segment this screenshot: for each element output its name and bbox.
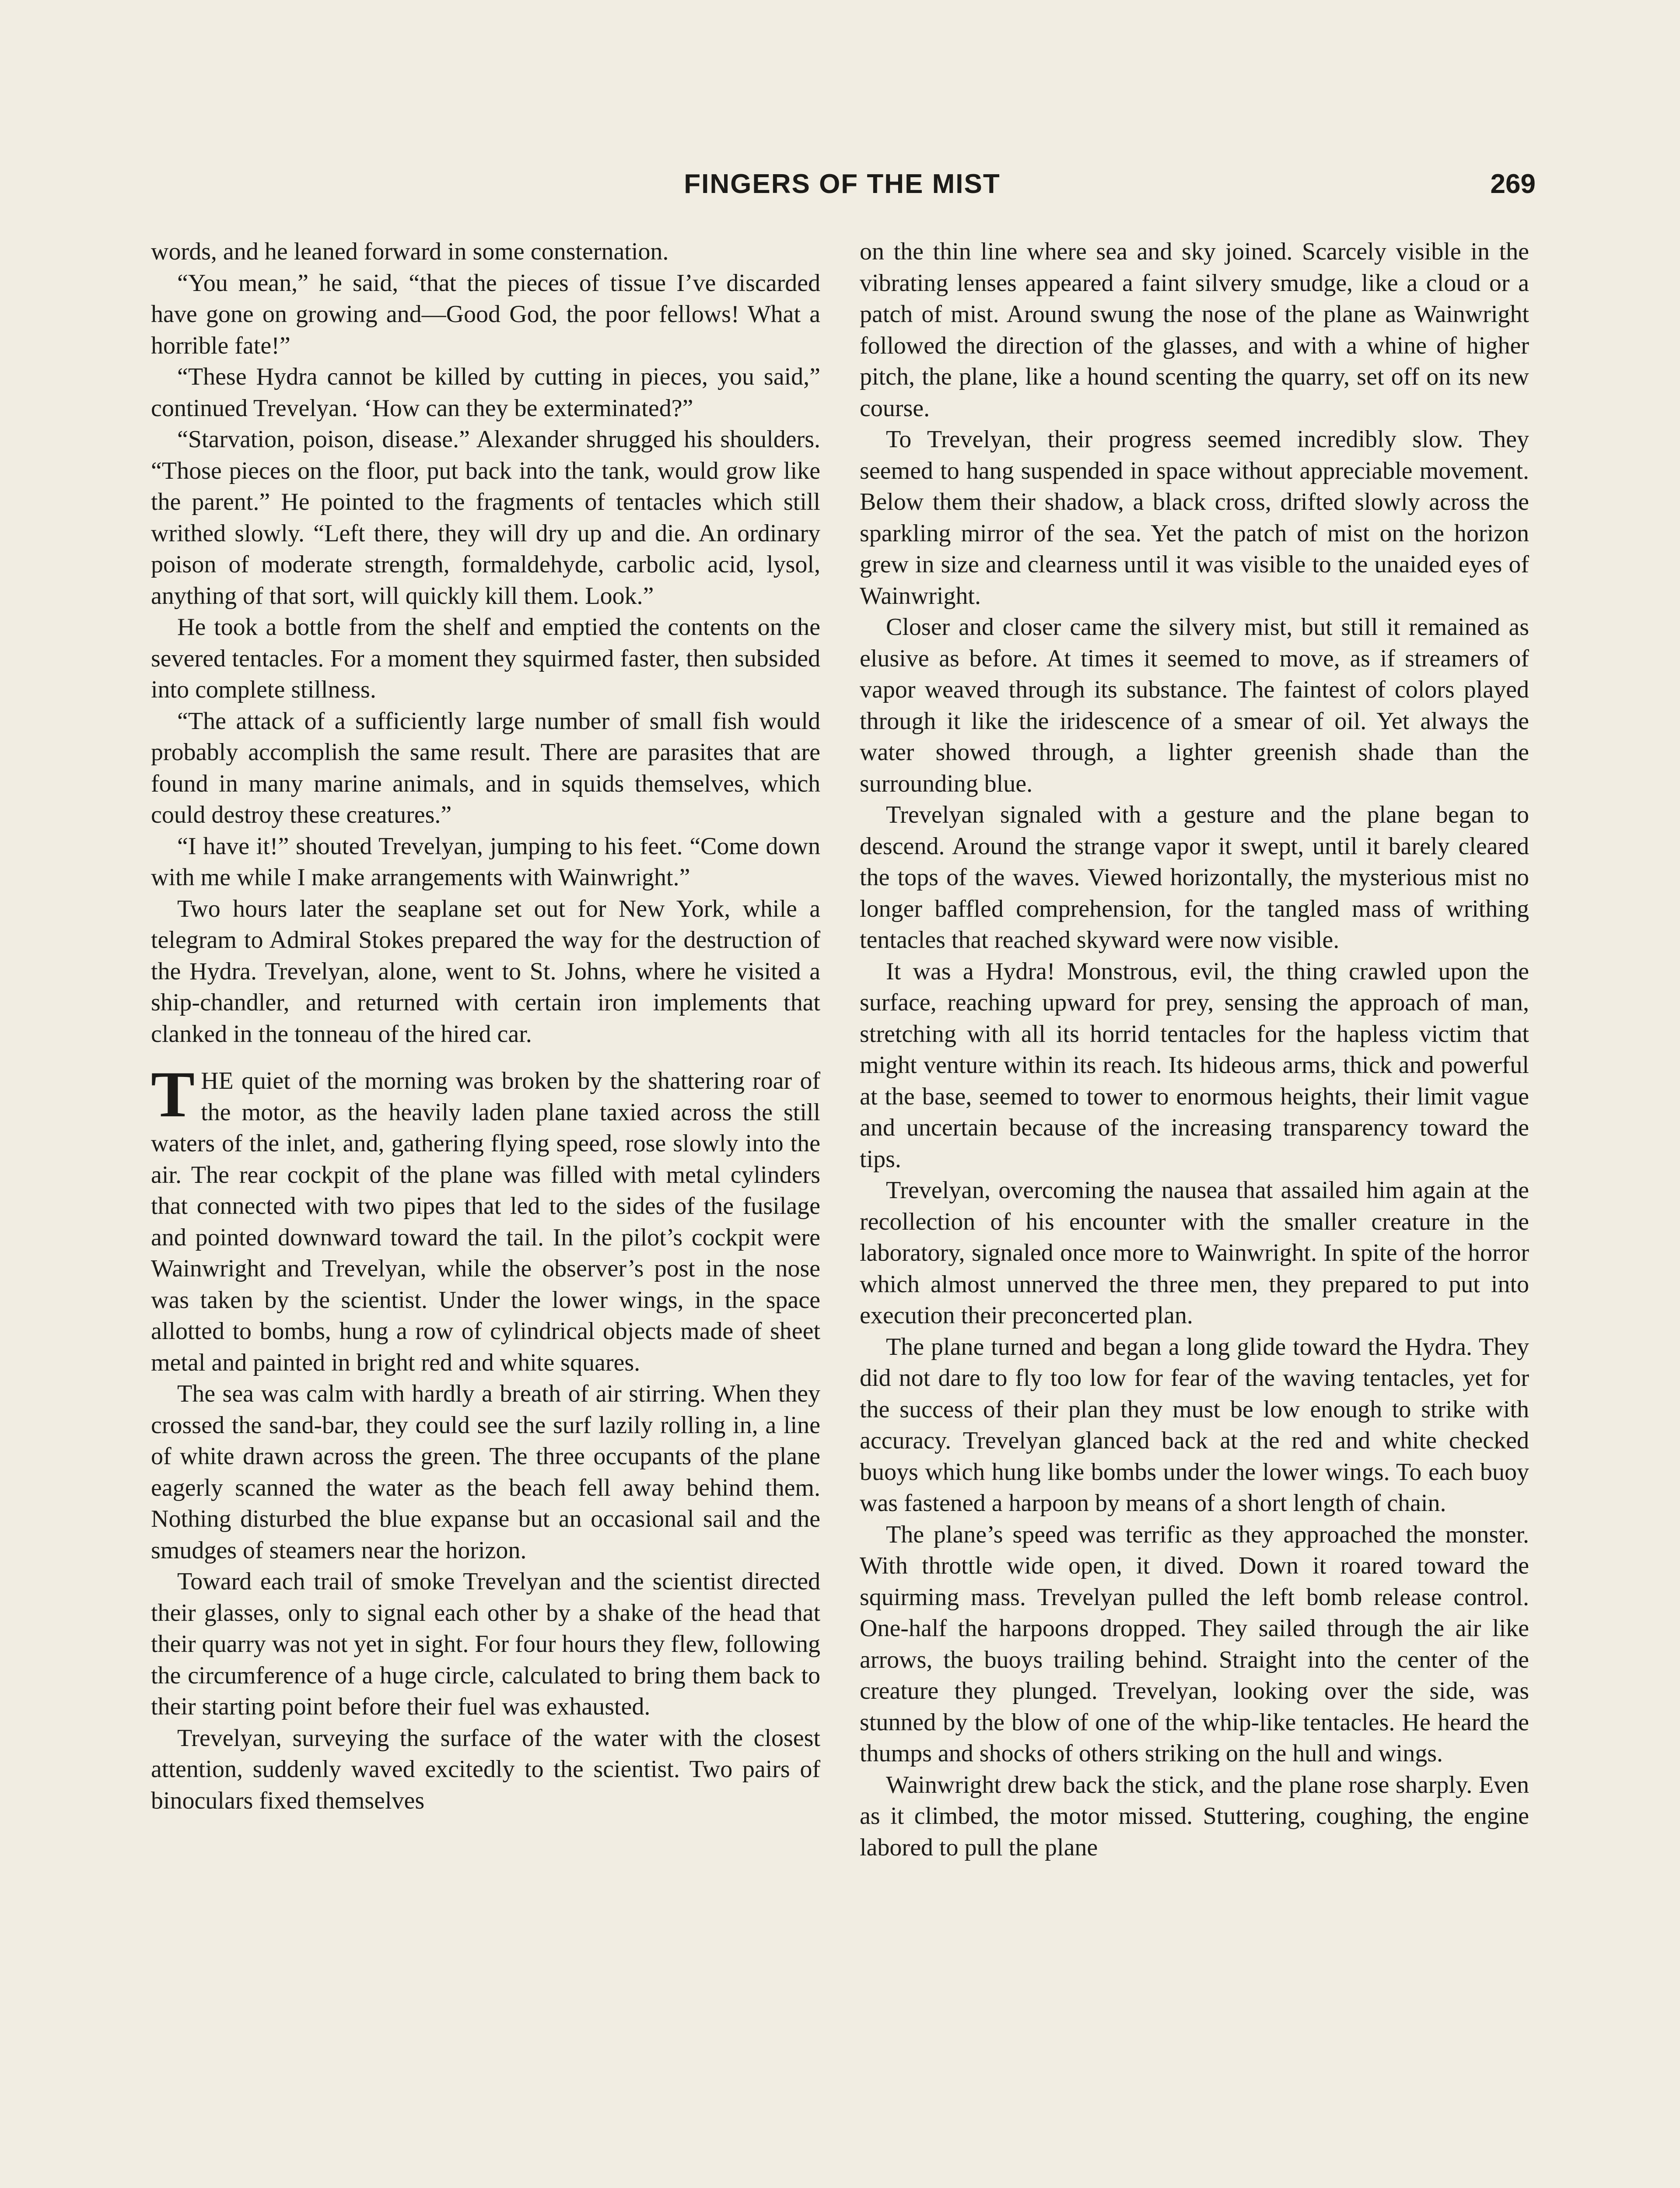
- paragraph: It was a Hydra! Monstrous, evil, the thing crawled upon the surface, reaching upward for prey, sensing the approach of man, stretching with all its horrid tentacles for the hapless victim that might venture within its reach. Its hideous arms, thick and powerful at the base, seemed to tower to enormous heights, their limit vague and uncertain because of the increasing transparency toward the tips.: [860, 957, 1529, 1173]
- paragraph: Trevelyan, overcoming the nausea that assailed him again at the recollection of his encounter with the smaller creature in the laboratory, signaled once more to Wainwright. In spite of the horror which almost unnerved the three men, they prepared to put into execution their preconcerted plan.: [860, 1177, 1529, 1329]
- paragraph: Trevelyan signaled with a gesture and the plane began to descend. Around the strange vapor it swept, until it barely cleared the tops of the waves. Viewed horizontally, the mysterious mist no longer baffled comprehension, for the tangled mass of writhing tentacles that reached skyward were now visible.: [860, 801, 1529, 954]
- paragraph: Trevelyan, surveying the surface of the water with the closest attention, suddenly waved excitedly to the scientist. Two pairs of binoculars fixed themselves: [151, 1724, 820, 1814]
- paragraph: Two hours later the seaplane set out for New York, while a telegram to Admiral Stokes prepared the way for the destruction of the Hydra. Trevelyan, alone, went to St. Johns, where he visited a ship-chandler, and returned with certain iron implements that clanked in the tonneau of the hired car.: [151, 895, 820, 1048]
- paragraph: “You mean,” he said, “that the pieces of tissue I’ve discarded have gone on growing and—Good God, the poor fellows! What a horrible fate!”: [151, 269, 820, 359]
- paragraph: He took a bottle from the shelf and emptied the contents on the severed tentacles. For a moment they squirmed faster, then subsided into complete stillness.: [151, 614, 820, 703]
- paragraph: The plane turned and began a long glide toward the Hydra. They did not dare to fly too low for fear of the waving tentacles, yet for the success of their plan they must be low enough to strike with accuracy. Trevelyan glanced back at the red and white checked buoys which hung like bombs under the lower wings. To each buoy was fastened a harpoon by means of a short length of chain.: [860, 1333, 1529, 1517]
- paragraph: Closer and closer came the silvery mist, but still it remained as elusive as before. At times it seemed to move, as if streamers of vapor weaved through its substance. The faintest of colors played through it like the iridescence of a smear of oil. Yet always the water showed through, a lighter greenish shade than the surrounding blue.: [860, 614, 1529, 797]
- paragraph: “These Hydra cannot be killed by cutting in pieces, you said,” continued Trevelyan. ‘How can they be exterminated?”: [151, 363, 820, 422]
- paragraph: “Starvation, poison, disease.” Alexander shrugged his shoulders. “Those pieces on the floor, put back into the tank, would grow like the parent.” He pointed to the fragments of tentacles which still writhed slowly. “Left there, they will dry up and die. An ordinary poison of moderate strength, formaldehyde, carbolic acid, lysol, anything of that sort, will quickly kill them. Look.”: [151, 426, 820, 610]
- paragraph: The plane’s speed was terrific as they approached the monster. With throttle wide open, it dived. Down it roared toward the squirming mass. Trevelyan pulled the left bomb release control. One-half the harpoons dropped. They sailed through the air like arrows, the buoys trailing behind. Straight into the center of the creature they plunged. Trevelyan, looking over the side, was stunned by the blow of one of the whip-like tentacles. He heard the thumps and shocks of others striking on the hull and wings.: [860, 1521, 1529, 1767]
- paragraph: To Trevelyan, their progress seemed incredibly slow. They seemed to hang suspended in space without appreciable movement. Below them their shadow, a black cross, drifted slowly across the sparkling mirror of the sea. Yet the patch of mist on the horizon grew in size and clearness until it was visible to the unaided eyes of Wainwright.: [860, 426, 1529, 610]
- paragraph: Toward each trail of smoke Trevelyan and the scientist directed their glasses, only to signal each other by a shake of the head that their quarry was not yet in sight. For four hours they flew, following the circumference of a huge circle, calculated to bring them back to their starting point before their fuel was exhausted.: [151, 1568, 820, 1720]
- left-column: [151, 236, 820, 1816]
- running-title: FINGERS OF THE MIST: [684, 169, 1001, 199]
- paragraph: “The attack of a sufficiently large number of small fish would probably accomplish the same result. There are parasites that are found in many marine animals, and in squids themselves, which could destroy these creatures.”: [151, 707, 820, 828]
- drop-cap: T: [151, 1058, 195, 1131]
- paragraph: words, and he leaned forward in some consternation.: [151, 238, 669, 265]
- page-number: 269: [1490, 169, 1536, 199]
- page-header: [149, 168, 1536, 208]
- paragraph: The sea was calm with hardly a breath of air stirring. When they crossed the sand-bar, they could see the surf lazily rolling in, a line of white drawn across the green. The three occupants of the plane eagerly scanned the water as the beach fell away behind them. Nothing disturbed the blue expanse but an occasional sail and the smudges of steamers near the horizon.: [151, 1380, 820, 1564]
- section-opening-paragraph: [151, 1058, 820, 1378]
- paragraph: Wainwright drew back the stick, and the plane rose sharply. Even as it climbed, the motor missed. Stuttering, coughing, the engine labored to pull the plane: [860, 1771, 1529, 1861]
- paragraph-text: HE quiet of the morning was broken by the shattering roar of the motor, as the heavily laden plane taxied across the still waters of the inlet, and, gathering flying speed, rose slowly into the air. The rear cockpit of the plane was filled with metal cylinders that connected with two pipes that led to the sides of the fusilage and pointed downward toward the tail. In the pilot’s cockpit were Wainwright and Trevelyan, while the observer’s post in the nose was taken by the scientist. Under the lower wings, in the space allotted to bombs, hung a row of cylindrical objects made of sheet metal and painted in bright red and white squares.: [151, 1067, 820, 1376]
- right-column: [860, 236, 1529, 1863]
- paragraph: on the thin line where sea and sky joined. Scarcely visible in the vibrating lenses appeared a faint silvery smudge, like a cloud or a patch of mist. Around swung the nose of the plane as Wainwright followed the direction of the glasses, and with a whine of higher pitch, the plane, like a hound scenting the quarry, set off on its new course.: [860, 238, 1529, 422]
- paragraph: “I have it!” shouted Trevelyan, jumping to his feet. “Come down with me while I make arrangements with Wainwright.”: [151, 832, 820, 891]
